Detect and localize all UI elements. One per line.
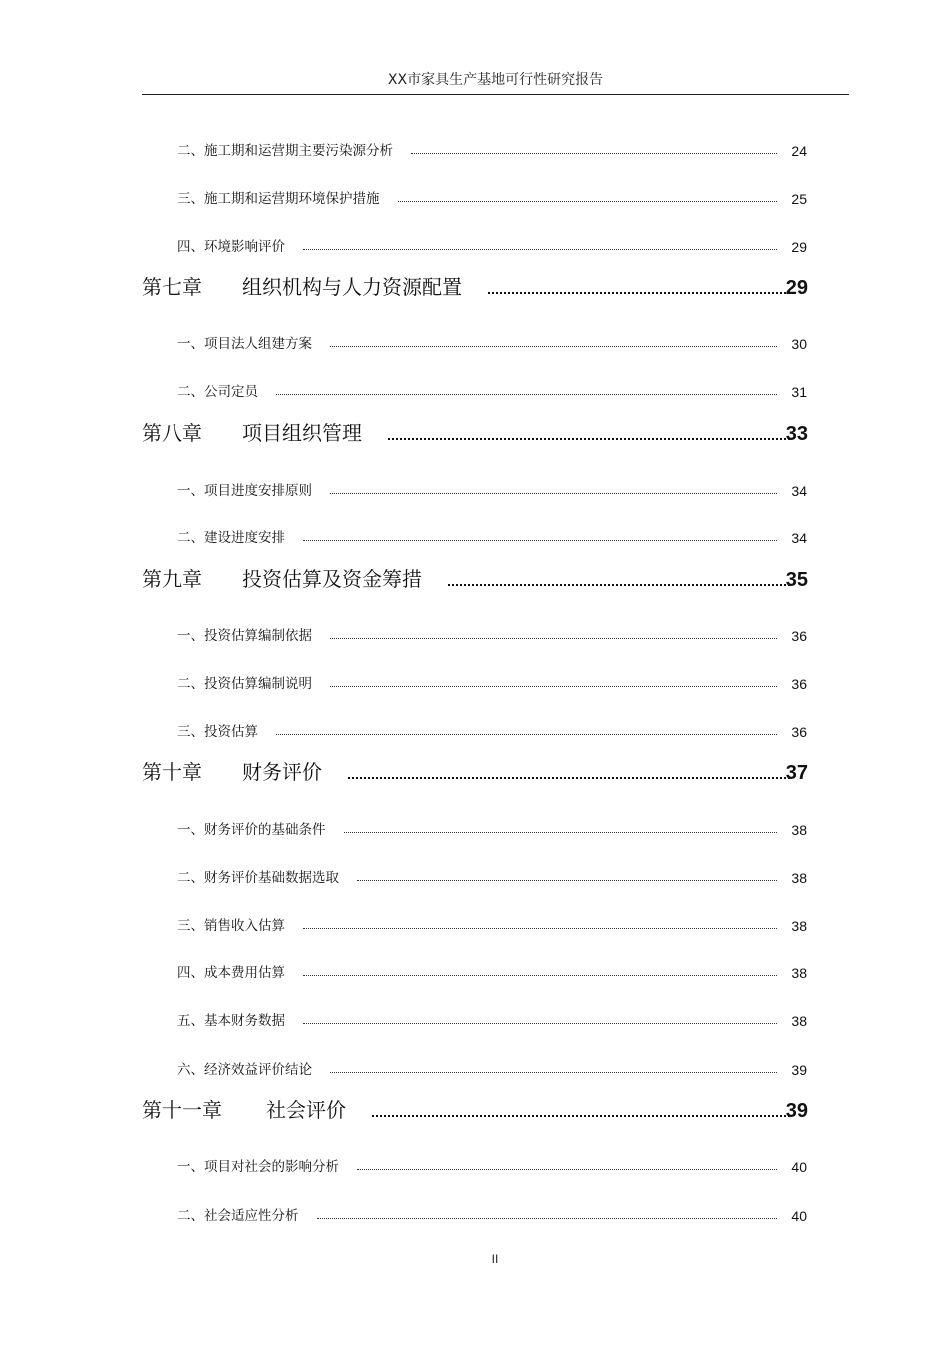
- toc-dot-leader: [344, 832, 778, 833]
- toc-entry-chapter[interactable]: [142, 418, 808, 446]
- toc-entry-title: 二、投资估算编制说明: [177, 676, 312, 692]
- toc-page-number: 40: [791, 1159, 807, 1175]
- toc-entry-section[interactable]: [177, 818, 807, 838]
- toc-page-number: 38: [791, 822, 807, 838]
- toc-entry-section[interactable]: [177, 187, 807, 207]
- toc-entry-section[interactable]: [177, 380, 807, 400]
- toc-entry-title: 一、财务评价的基础条件: [177, 822, 326, 838]
- toc-entry-title: 四、成本费用估算: [177, 965, 285, 981]
- toc-dot-leader: [303, 1023, 777, 1024]
- toc-entry-title: 一、项目对社会的影响分析: [177, 1159, 339, 1175]
- toc-page-number: 24: [791, 143, 807, 159]
- toc-entry-section[interactable]: [177, 1058, 807, 1078]
- toc-page-number: 38: [791, 1013, 807, 1029]
- toc-dot-leader: [398, 201, 778, 202]
- toc-page-number: 39: [785, 1100, 808, 1122]
- toc-entry-title: 二、施工期和运营期主要污染源分析: [177, 143, 393, 159]
- toc-entry-section[interactable]: [177, 624, 807, 644]
- toc-entry-title: 一、投资估算编制依据: [177, 628, 312, 644]
- toc-entry-section[interactable]: [177, 139, 807, 159]
- toc-page-number: 25: [791, 191, 807, 207]
- toc-entry-section[interactable]: [177, 526, 807, 546]
- toc-chapter-number: 第九章: [142, 567, 202, 591]
- toc-chapter-number: 第八章: [142, 421, 202, 445]
- toc-dot-leader: [448, 584, 790, 586]
- toc-entry-title: 二、财务评价基础数据选取: [177, 870, 339, 886]
- toc-dot-leader: [330, 346, 777, 347]
- toc-entry-section[interactable]: [177, 866, 807, 886]
- toc-entry-title: 二、建设进度安排: [177, 530, 285, 546]
- toc-page-number: 31: [791, 384, 807, 400]
- toc-entry-title: 财务评价: [242, 760, 322, 784]
- toc-dot-leader: [276, 734, 777, 735]
- toc-page-number: 36: [791, 628, 807, 644]
- toc-page-number: 38: [791, 965, 807, 981]
- running-header-title: XX市家具生产基地可行性研究报告: [387, 72, 604, 88]
- toc-page-number: 30: [791, 336, 807, 352]
- toc-entry-title: 三、施工期和运营期环境保护措施: [177, 191, 380, 207]
- toc-page-number: 39: [791, 1062, 807, 1078]
- toc-chapter-number: 第十章: [142, 760, 202, 784]
- toc-entry-title: 二、社会适应性分析: [177, 1208, 299, 1224]
- toc-entry-section[interactable]: [177, 672, 807, 692]
- toc-entry-chapter[interactable]: [142, 757, 808, 785]
- toc-entry-title: 项目组织管理: [242, 421, 362, 445]
- toc-page-number: 40: [791, 1208, 807, 1224]
- toc-page-number: 38: [791, 918, 807, 934]
- toc-chapter-number: 第七章: [142, 275, 202, 299]
- toc-dot-leader: [330, 1072, 777, 1073]
- toc-dot-leader: [303, 975, 777, 976]
- toc-entry-section[interactable]: [177, 1204, 807, 1224]
- toc-dot-leader: [303, 540, 777, 541]
- toc-dot-leader: [388, 438, 790, 440]
- toc-entry-title: 投资估算及资金筹措: [242, 567, 422, 591]
- toc-dot-leader: [330, 493, 777, 494]
- toc-dot-leader: [330, 638, 777, 639]
- toc-entry-section[interactable]: [177, 720, 807, 740]
- toc-chapter-number: 第十一章: [142, 1098, 222, 1122]
- toc-dot-leader: [488, 292, 790, 294]
- toc-page-number: 37: [785, 762, 808, 784]
- toc-page-number: 35: [785, 569, 808, 591]
- toc-dot-leader: [372, 1115, 790, 1117]
- toc-entry-title: 五、基本财务数据: [177, 1013, 285, 1029]
- toc-entry-title: 三、投资估算: [177, 724, 258, 740]
- toc-dot-leader: [303, 249, 777, 250]
- toc-entry-title: 组织机构与人力资源配置: [242, 275, 462, 299]
- page-footer: [0, 1252, 950, 1266]
- toc-entry-title: 三、销售收入估算: [177, 918, 285, 934]
- toc-dot-leader: [276, 394, 777, 395]
- toc-dot-leader: [317, 1218, 778, 1219]
- toc-dot-leader: [330, 686, 777, 687]
- toc-entry-section[interactable]: [177, 1155, 807, 1175]
- toc-dot-leader: [411, 153, 777, 154]
- toc-entry-title: 一、项目进度安排原则: [177, 483, 312, 499]
- toc-page-number: 29: [791, 239, 807, 255]
- toc-entry-section[interactable]: [177, 235, 807, 255]
- toc-entry-title: 二、公司定员: [177, 384, 258, 400]
- toc-entry-section[interactable]: [177, 914, 807, 934]
- toc-entry-chapter[interactable]: [142, 1095, 808, 1123]
- toc-page-number: 29: [785, 277, 808, 299]
- footer-page-number: II: [491, 1252, 499, 1266]
- toc-page-number: 34: [791, 530, 807, 546]
- toc-dot-leader: [303, 928, 777, 929]
- toc-entry-chapter[interactable]: [142, 272, 808, 300]
- toc-entry-section[interactable]: [177, 1009, 807, 1029]
- toc-page-number: 36: [791, 676, 807, 692]
- toc-entry-section[interactable]: [177, 479, 807, 499]
- toc-dot-leader: [357, 1169, 777, 1170]
- toc-dot-leader: [357, 880, 777, 881]
- toc-dot-leader: [348, 777, 790, 779]
- toc-page-number: 34: [791, 483, 807, 499]
- toc-entry-section[interactable]: [177, 332, 807, 352]
- toc-entry-title: 社会评价: [266, 1098, 346, 1122]
- toc-entry-title: 六、经济效益评价结论: [177, 1062, 312, 1078]
- toc-page-number: 36: [791, 724, 807, 740]
- toc-page-number: 33: [785, 423, 808, 445]
- toc-entry-title: 四、环境影响评价: [177, 239, 285, 255]
- toc-entry-title: 一、项目法人组建方案: [177, 336, 312, 352]
- toc-entry-chapter[interactable]: [142, 564, 808, 592]
- toc-page-number: 38: [791, 870, 807, 886]
- toc-entry-section[interactable]: [177, 961, 807, 981]
